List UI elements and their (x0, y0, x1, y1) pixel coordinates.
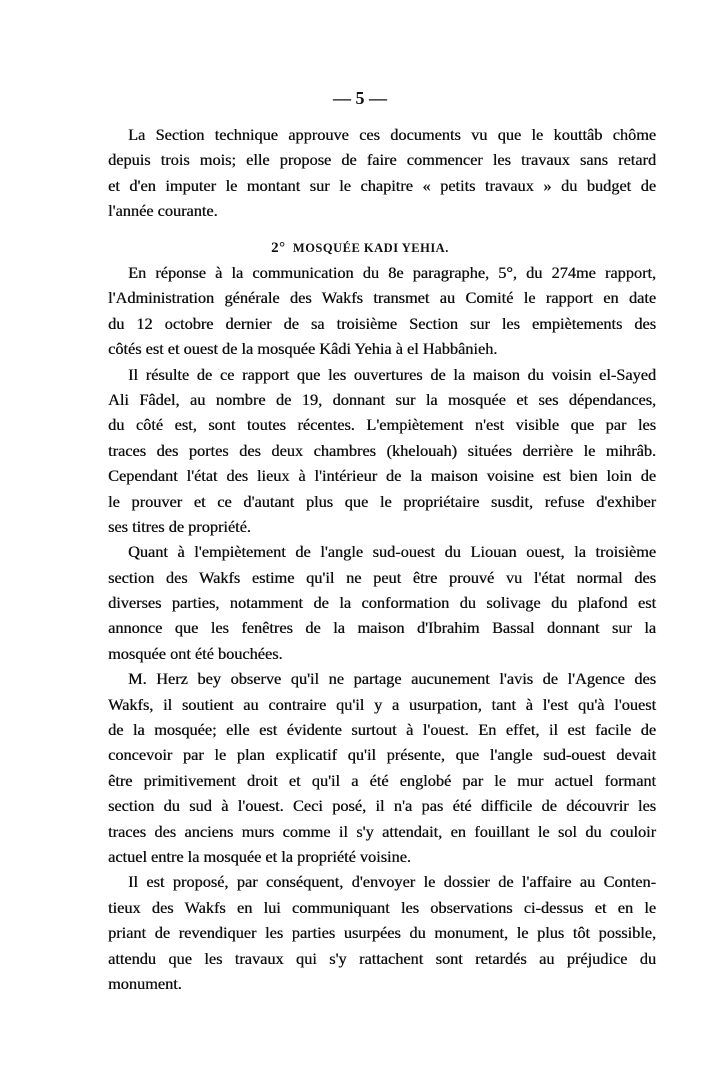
text-line: mosquée ont été bouchées. (108, 643, 283, 663)
text-line: Cependant l'état des lieux à l'intérieur de la maison voisine est bien loin de (108, 466, 656, 486)
paragraph (108, 869, 656, 996)
text-line: En réponse à la communication du 8e paragraphe, 5°, du 274me rapport, (128, 263, 656, 282)
text-line: La Section technique approuve ces documents vu que le kouttâb chôme (128, 125, 656, 144)
text-line: ses titres de propriété. (108, 516, 251, 536)
text-line: section des Wakfs estime qu'il ne peut être prouvé vu l'état normal des (108, 567, 656, 587)
paragraph (108, 260, 656, 362)
text-line: l'année courante. (108, 201, 218, 221)
section-number: 2° (271, 240, 286, 256)
text-line: Ali Fâdel, au nombre de 19, donnant sur la mosquée et ses dépendances, (108, 389, 656, 409)
text-line: être primitivement droit et qu'il a été englobé par le mur actuel formant (108, 770, 656, 790)
section-heading (0, 240, 720, 257)
text-line: monument. (108, 973, 182, 993)
text-line: de la mosquée; elle est évidente surtout à l'ouest. En effet, il est facile de (108, 720, 656, 740)
section-title: MOSQUÉE KADI YEHIA. (292, 241, 449, 255)
text-line: priant de revendiquer les parties usurpées du monument, le plus tôt possible, (108, 923, 656, 943)
text-line: Quant à l'empiètement de l'angle sud-ouest du Liouan ouest, la troisième (128, 542, 656, 562)
page-number: — 5 — (333, 88, 387, 108)
text-line: Il est proposé, par conséquent, d'envoyer le dossier de l'affaire au Conten- (128, 872, 656, 892)
text-line: du 12 octobre dernier de sa troisième Section sur les empiètements des (108, 313, 656, 333)
text-line: le prouver et ce d'autant plus que le propriétaire susdit, refuse d'exhiber (108, 491, 656, 511)
text-line: et d'en imputer le montant sur le chapitre « petits travaux » du budget de (108, 175, 656, 195)
text-line: Wakfs, il soutient au contraire qu'il y a usurpation, tant à l'est qu'à l'ouest (108, 694, 656, 714)
paragraph (108, 362, 656, 540)
paragraph (108, 666, 656, 869)
section-body (108, 260, 656, 996)
paragraph (108, 539, 656, 666)
text-line: côtés est et ouest de la mosquée Kâdi Yehia à el Habbânieh. (108, 339, 498, 359)
text-line: attendu que les travaux qui s'y rattachent sont retardés au préjudice du (108, 948, 656, 968)
text-line: diverses parties, notamment de la conformation du solivage du plafond est (108, 593, 656, 613)
text-line: tieux des Wakfs en lui communiquant les observations ci-dessus et en le (108, 897, 656, 917)
paragraph (108, 122, 656, 224)
text-line: concevoir par le plan explicatif qu'il présente, que l'angle sud-ouest devait (108, 745, 656, 765)
text-line: section du sud à l'ouest. Ceci posé, il n'a pas été difficile de découvrir les (108, 796, 656, 816)
paragraph-intro (108, 122, 656, 224)
text-line: M. Herz bey observe qu'il ne partage aucunement l'avis de l'Agence des (128, 669, 656, 689)
text-line: depuis trois mois; elle propose de faire commencer les travaux sans retard (108, 150, 656, 170)
text-line: annonce que les fenêtres de la maison d'Ibrahim Bassal donnant sur la (108, 618, 656, 638)
text-line: actuel entre la mosquée et la propriété voisine. (108, 846, 411, 866)
text-line: l'Administration générale des Wakfs transmet au Comité le rapport en date (108, 288, 656, 308)
text-line: traces des anciens murs comme il s'y attendait, en fouillant le sol du couloir (108, 821, 656, 841)
text-line: du côté est, sont toutes récentes. L'empiètement n'est visible que par les (108, 415, 656, 435)
text-line: traces des portes des deux chambres (khelouah) situées derrière le mihrâb. (108, 440, 656, 460)
text-line: Il résulte de ce rapport que les ouvertures de la maison du voisin el-Sayed (128, 364, 656, 384)
